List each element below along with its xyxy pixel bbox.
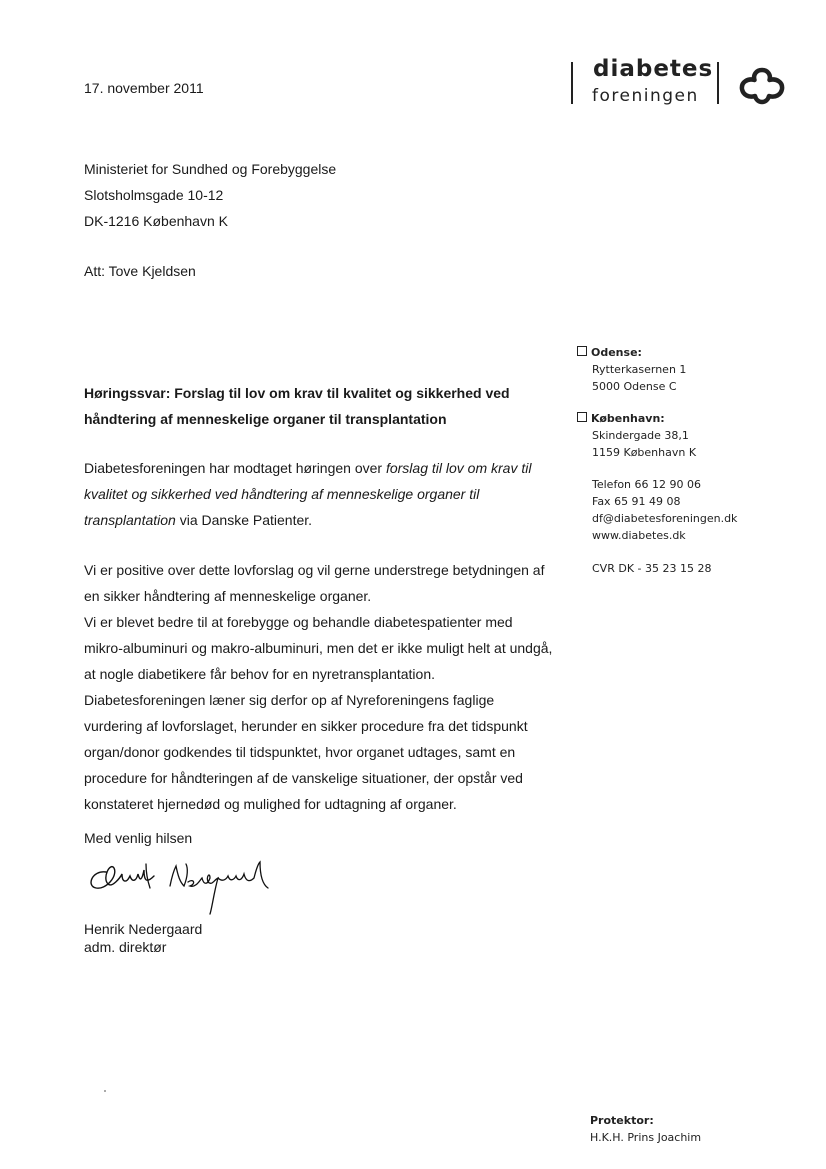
- office-odense-street: Rytterkasernen 1: [592, 363, 687, 376]
- body-paragraph-2: Vi er blevet bedre til at forebygge og behandle diabetespatienter med mikro-albuminuri og makro-albuminuri, men det er ikke muligt helt at undgå, at nogle diabetikere får behov for en nyretransplantation.: [84, 614, 553, 682]
- body-paragraph-1: Vi er positive over dette lovforslag og vil gerne understrege betydningen af en sikker håndtering af menneskelige organer.: [84, 562, 545, 604]
- logo-divider-left: [571, 62, 573, 104]
- office-copenhagen-city: 1159 København K: [592, 446, 697, 459]
- intro-text-start: Diabetesforeningen har modtaget høringen over: [84, 460, 386, 476]
- office-odense-city: 5000 Odense C: [592, 380, 677, 393]
- closing-salutation: Med venlig hilsen: [84, 830, 193, 846]
- letter-body: [84, 557, 554, 817]
- signer-block: [84, 920, 202, 956]
- recipient-street: Slotsholmsgade 10-12: [84, 187, 224, 203]
- recipient-city: DK-1216 København K: [84, 213, 228, 229]
- recipient-name: Ministeriet for Sundhed og Forebyggelse: [84, 161, 337, 177]
- protector-title: Protektor:: [590, 1114, 654, 1127]
- office-copenhagen: [577, 410, 696, 461]
- letter-date: 17. november 2011: [84, 80, 204, 96]
- intro-paragraph: [84, 455, 554, 533]
- office-odense: [577, 344, 686, 395]
- cvr-number: CVR DK - 35 23 15 28: [592, 562, 712, 575]
- body-paragraph-3: Diabetesforeningen læner sig derfor op af Nyreforeningens faglige vurdering af lovforslaget, herunder en sikker procedure fra det tidspunkt organ/donor godkendes til tidspunktet, hvor organet udtages, samt en procedure for håndteringen af de vanskelige situationer, der opstår ved konstateret hjernedød og mulighed for udtagning af organer.: [84, 692, 528, 812]
- checkbox-square-icon: [577, 412, 587, 422]
- intro-text-end: via Danske Patienter.: [175, 512, 313, 528]
- contact-info: [592, 476, 737, 544]
- logo-divider-right: [717, 62, 719, 104]
- protector-name: H.K.H. Prins Joachim: [590, 1131, 702, 1144]
- fax-number: Fax 65 91 49 08: [592, 495, 681, 508]
- logo-text-diabetes: diabetes: [593, 56, 714, 82]
- signer-name: Henrik Nedergaard: [84, 921, 203, 937]
- logo-text-foreningen: foreningen: [592, 86, 699, 106]
- scan-speck: [104, 1090, 106, 1092]
- office-copenhagen-street: Skindergade 38,1: [592, 429, 689, 442]
- letter-subject: Høringssvar: Forslag til lov om krav til kvalitet og sikkerhed ved håndtering af menneskelige organer til transplantation: [84, 385, 510, 427]
- phone-number: Telefon 66 12 90 06: [592, 478, 701, 491]
- attention-line: Att: Tove Kjeldsen: [84, 263, 196, 279]
- website: www.diabetes.dk: [592, 529, 686, 542]
- handwritten-signature: [84, 852, 284, 922]
- recipient-address: [84, 156, 336, 234]
- email-address: df@diabetesforeningen.dk: [592, 512, 738, 525]
- logo-cloud-icon: [736, 64, 788, 106]
- office-copenhagen-title: København:: [591, 412, 665, 425]
- checkbox-square-icon: [577, 346, 587, 356]
- signer-title: adm. direktør: [84, 939, 167, 955]
- protector-info: [590, 1112, 701, 1146]
- office-odense-title: Odense:: [591, 346, 642, 359]
- intro-bill-title: forslag til lov om krav til kvalitet og sikkerhed ved håndtering af menneskelige organer til transplantation: [84, 460, 532, 528]
